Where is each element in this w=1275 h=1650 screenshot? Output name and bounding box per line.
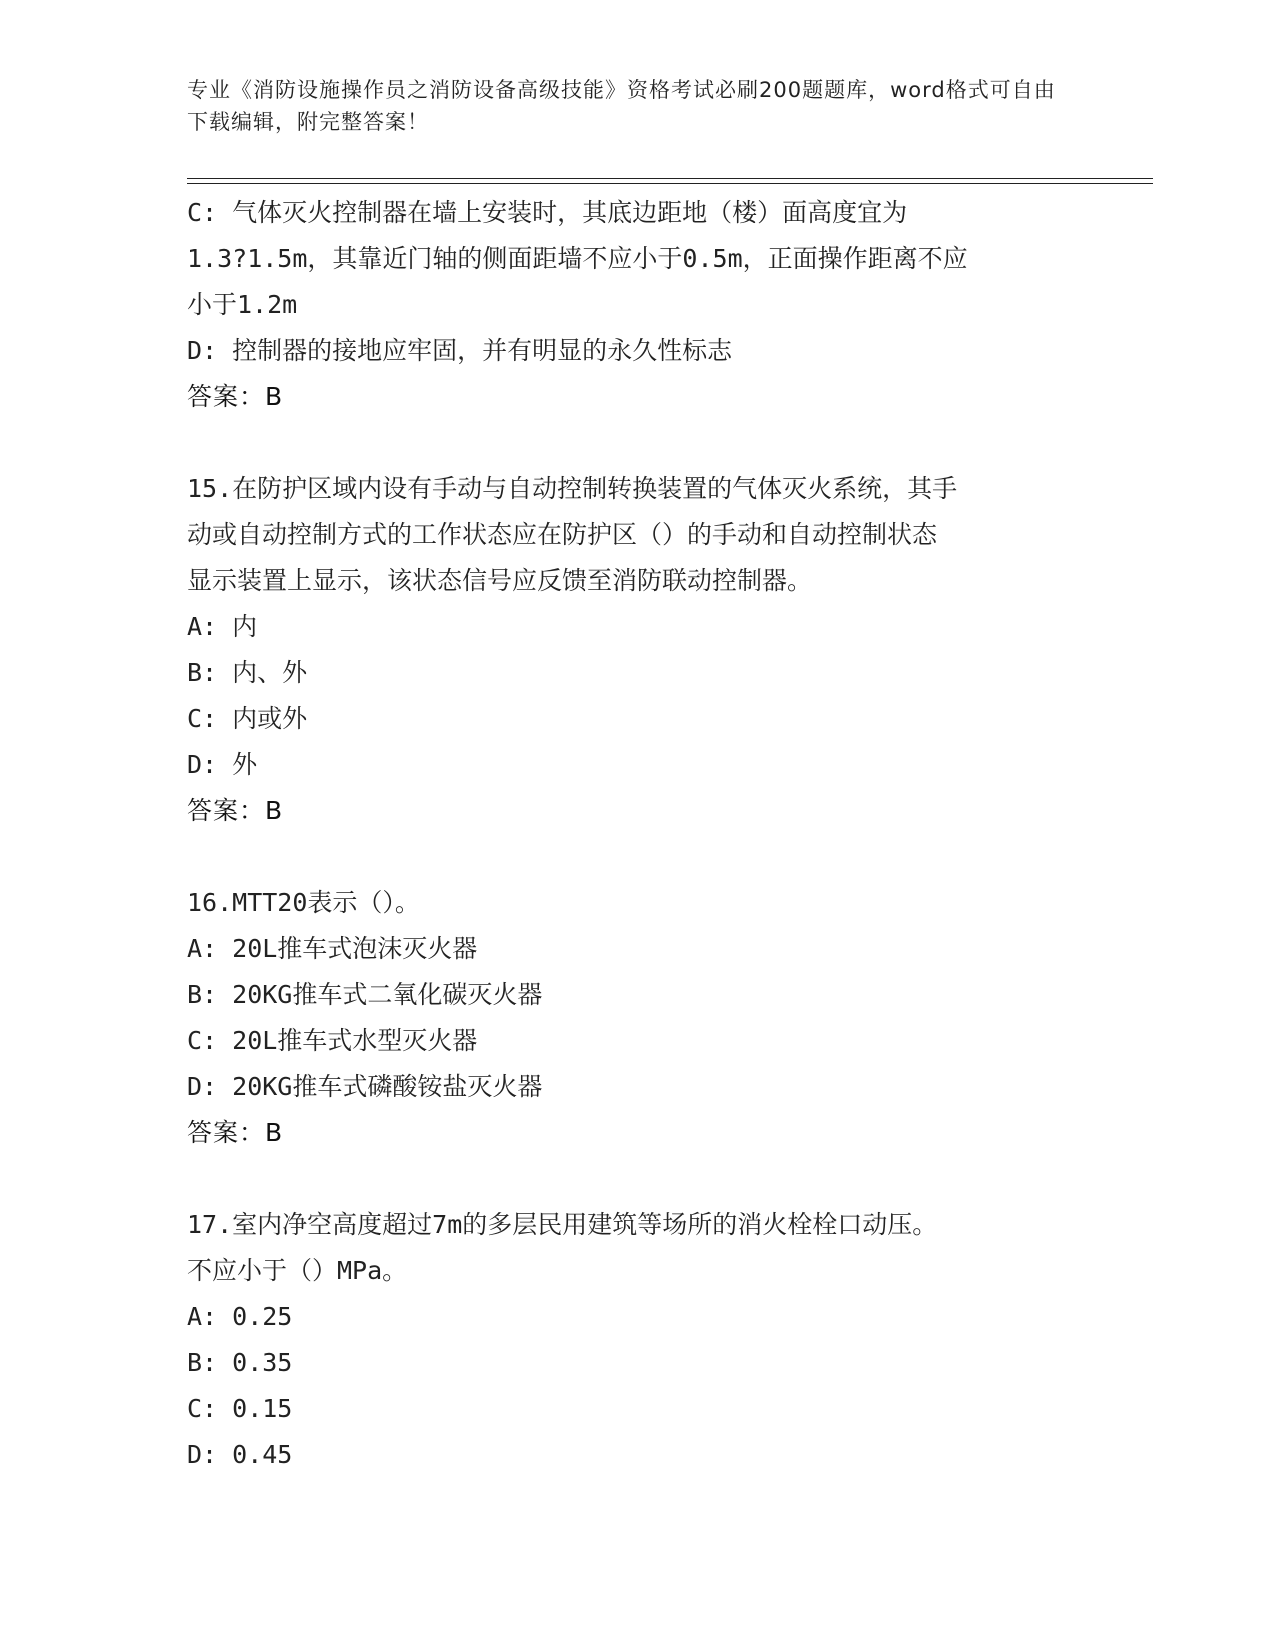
header-rule-bottom [187,183,1153,184]
option-b: B: 0.35 [187,1348,293,1377]
spacer [187,420,1087,466]
option-c: C: 0.15 [187,1394,293,1423]
question-17 [187,1202,1087,1478]
option-d: D: 0.45 [187,1440,293,1469]
option-d: D: 20KG推车式磷酸铵盐灭火器 [187,1072,543,1101]
option-d: D: 外 [187,750,258,779]
question-stem-line: 16.MTT20表示（）。 [187,888,420,917]
option-a: A: 0.25 [187,1302,293,1331]
spacer [187,834,1087,880]
question-15 [187,466,1087,834]
option-c: C: 内或外 [187,704,308,733]
option-d: D: 控制器的接地应牢固，并有明显的永久性标志 [187,336,733,365]
spacer [187,1156,1087,1202]
question-stem-line: 15.在防护区域内设有手动与自动控制转换装置的气体灭火系统，其手 [187,474,958,503]
answer: 答案：B [187,1118,284,1147]
question-stem-line: 动或自动控制方式的工作状态应在防护区（）的手动和自动控制状态 [187,520,938,549]
option-c-line: 1.3?1.5m，其靠近门轴的侧面距墙不应小于0.5m，正面操作距离不应 [187,244,968,273]
page-header: 专业《消防设施操作员之消防设备高级技能》资格考试必刷200题题库，word格式可自由下载编辑，附完整答案！ [187,78,1056,134]
question-stem-line: 显示装置上显示，该状态信号应反馈至消防联动控制器。 [187,566,813,595]
option-c-line: 小于1.2m [187,290,298,319]
question-16 [187,880,1087,1156]
option-a: A: 内 [187,612,258,641]
option-a: A: 20L推车式泡沫灭火器 [187,934,478,963]
header-rule-top [187,178,1153,179]
option-c: C: 20L推车式水型灭火器 [187,1026,478,1055]
option-b: B: 内、外 [187,658,308,687]
question-stem-line: 不应小于（）MPa。 [187,1256,408,1285]
question-14-tail [187,190,1087,420]
answer: 答案：B [187,796,284,825]
option-c-line: C: 气体灭火控制器在墙上安装时，其底边距地（楼）面高度宜为 [187,198,908,227]
option-b: B: 20KG推车式二氧化碳灭火器 [187,980,543,1009]
question-content [187,190,1087,1478]
answer: 答案：B [187,382,284,411]
question-stem-line: 17.室内净空高度超过7m的多层民用建筑等场所的消火栓栓口动压。 [187,1210,938,1239]
